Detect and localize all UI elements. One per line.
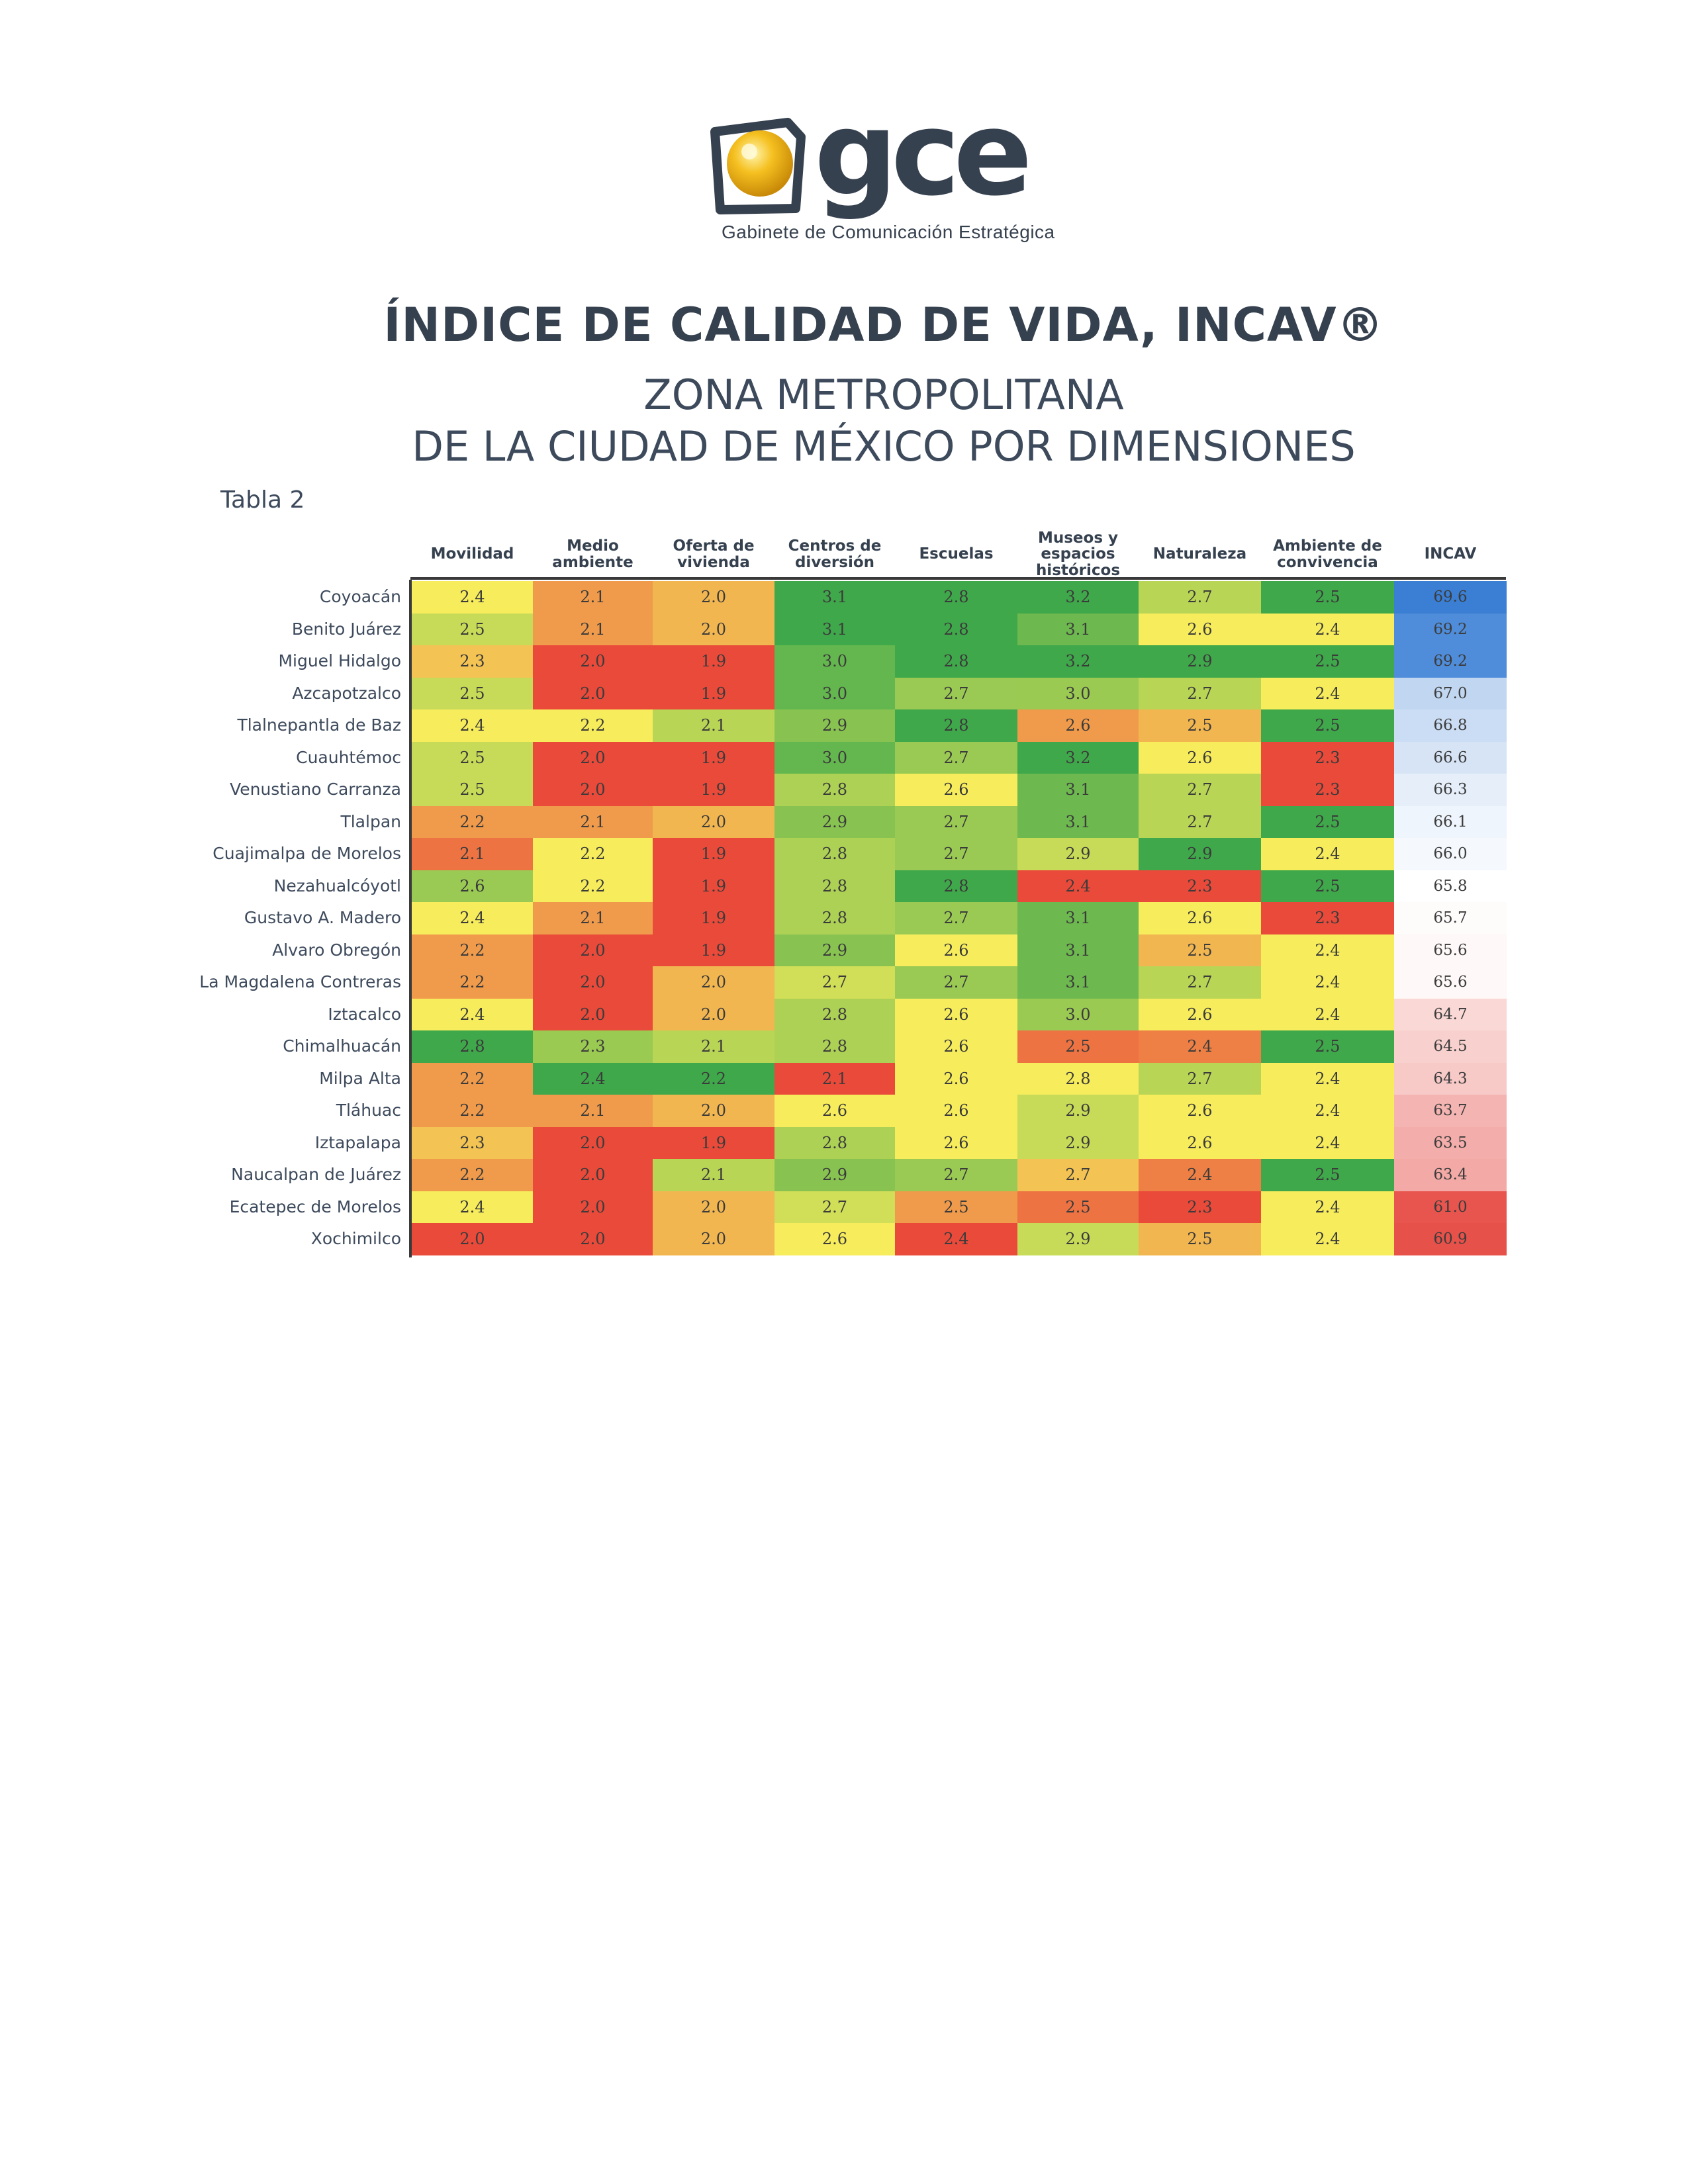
table-cell: 2.1 [533,1095,653,1127]
table-cell: 2.6 [895,1063,1017,1095]
row-label: Azcapotzalco [292,683,401,703]
table-cell: 3.0 [1017,678,1139,710]
table-cell: 2.7 [895,742,1017,774]
table-cell: 2.8 [895,709,1017,742]
table-cell: 2.6 [1017,709,1139,742]
table-cell: 2.5 [1017,1191,1139,1224]
table-cell: 2.0 [533,1159,653,1191]
table-cell: 2.4 [1261,1095,1394,1127]
table-cell: 2.1 [653,1159,774,1191]
table-cell: 2.6 [1139,999,1261,1031]
table-cell: 3.0 [774,645,895,678]
table-cell: 1.9 [653,774,774,806]
table-cell: 3.1 [1017,966,1139,999]
table-cell: 2.0 [533,1223,653,1255]
page-subtitle-line2: DE LA CIUDAD DE MÉXICO POR DIMENSIONES [412,422,1356,471]
table-cell: 2.4 [1261,678,1394,710]
table-cell: 2.7 [1139,678,1261,710]
table-cell: 2.5 [1261,1030,1394,1063]
table-cell: 2.0 [653,1223,774,1255]
table-cell: 2.3 [412,1127,533,1160]
table-cell: 2.0 [533,678,653,710]
table-cell: 2.7 [774,1191,895,1224]
table-cell: 2.8 [774,774,895,806]
table-cell: 2.2 [412,1063,533,1095]
table-cell: 2.0 [533,934,653,967]
table-cell: 2.7 [774,966,895,999]
table-cell: 2.2 [412,934,533,967]
incav-cell: 65.6 [1394,934,1507,967]
table-cell: 2.9 [1017,1127,1139,1160]
table-cell: 2.2 [412,1095,533,1127]
table-cell: 2.3 [1261,742,1394,774]
table-cell: 2.0 [653,1095,774,1127]
table-cell: 2.1 [774,1063,895,1095]
table-cell: 2.6 [1139,1127,1261,1160]
row-label: Tláhuac [336,1101,401,1120]
table-cell: 2.0 [533,966,653,999]
table-cell: 2.5 [1139,1223,1261,1255]
gce-tagline: Gabinete de Comunicación Estratégica [722,222,1055,242]
table-cell: 3.0 [774,678,895,710]
table-cell: 2.5 [1261,645,1394,678]
table-cell: 2.5 [1261,1159,1394,1191]
table-cell: 2.1 [653,709,774,742]
gce-wordmark: gce [814,86,1026,222]
table-cell: 2.8 [895,581,1017,614]
table-cell: 1.9 [653,934,774,967]
row-label: Venustiano Carranza [230,780,401,799]
table-cell: 2.4 [1139,1159,1261,1191]
incav-cell: 69.6 [1394,581,1507,614]
row-label: Gustavo A. Madero [244,908,401,927]
incav-cell: 60.9 [1394,1223,1507,1255]
incav-cell: 67.0 [1394,678,1507,710]
table-cell: 2.6 [1139,742,1261,774]
incav-cell: 66.1 [1394,806,1507,839]
table-cell: 2.4 [1261,934,1394,967]
table-cell: 2.6 [895,774,1017,806]
table-cell: 2.0 [533,645,653,678]
row-label: Benito Juárez [291,619,401,639]
table-cell: 2.5 [412,614,533,646]
table-cell: 1.9 [653,838,774,870]
table-cell: 2.0 [653,581,774,614]
table-cell: 2.4 [412,581,533,614]
incav-cell: 66.6 [1394,742,1507,774]
table-cell: 2.8 [774,1127,895,1160]
incav-cell: 61.0 [1394,1191,1507,1224]
table-cell: 2.8 [412,1030,533,1063]
table-cell: 1.9 [653,902,774,934]
table-cell: 2.4 [1261,1223,1394,1255]
column-header: Medio ambiente [552,537,633,571]
table-cell: 1.9 [653,870,774,903]
column-header: Oferta de vivienda [673,537,755,571]
table-cell: 2.8 [895,645,1017,678]
table-cell: 2.5 [1017,1030,1139,1063]
row-label: Ecatepec de Morelos [229,1197,401,1216]
table-cell: 2.3 [1261,774,1394,806]
table-cell: 2.2 [412,1159,533,1191]
table-cell: 1.9 [653,678,774,710]
table-cell: 2.0 [533,999,653,1031]
table-cell: 2.0 [653,999,774,1031]
table-cell: 2.9 [1017,838,1139,870]
column-header: Movilidad [430,545,514,563]
table-cell: 2.8 [895,870,1017,903]
table-cell: 2.0 [533,774,653,806]
table-cell: 2.6 [1139,614,1261,646]
table-cell: 3.0 [774,742,895,774]
table-cell: 3.1 [774,614,895,646]
table-cell: 3.2 [1017,581,1139,614]
row-label: Cuajimalpa de Morelos [212,844,401,863]
table-cell: 2.0 [653,966,774,999]
incav-cell: 65.8 [1394,870,1507,903]
table-cell: 3.1 [1017,806,1139,839]
table-cell: 2.8 [774,1030,895,1063]
row-label: Iztapalapa [314,1132,401,1152]
table-cell: 2.5 [1139,709,1261,742]
table-cell: 2.2 [533,838,653,870]
table-cell: 2.4 [1017,870,1139,903]
table-cell: 2.0 [653,806,774,839]
table-cell: 2.6 [895,1095,1017,1127]
row-label: Tlalnepantla de Baz [237,715,401,735]
table-cell: 2.1 [533,614,653,646]
row-label: Naucalpan de Juárez [231,1165,401,1184]
incav-cell: 66.8 [1394,709,1507,742]
table-cell: 2.5 [1261,870,1394,903]
table-cell: 2.0 [533,1127,653,1160]
incav-cell: 66.3 [1394,774,1507,806]
gce-logo [708,86,1066,251]
table-cell: 2.3 [1139,1191,1261,1224]
table-cell: 2.6 [895,999,1017,1031]
row-label: Milpa Alta [319,1068,401,1088]
table-cell: 2.4 [895,1223,1017,1255]
incav-cell: 63.4 [1394,1159,1507,1191]
table-cell: 2.6 [774,1223,895,1255]
table-cell: 2.7 [895,902,1017,934]
table-cell: 2.9 [774,709,895,742]
table-cell: 2.1 [412,838,533,870]
incav-cell: 69.2 [1394,645,1507,678]
table-cell: 2.7 [1017,1159,1139,1191]
row-label: Nezahualcóyotl [273,876,401,895]
table-cell: 2.6 [1139,902,1261,934]
table-cell: 2.4 [1261,1127,1394,1160]
table-cell: 2.4 [1261,1063,1394,1095]
table-cell: 3.1 [1017,934,1139,967]
table-cell: 2.6 [1139,1095,1261,1127]
table-cell: 2.7 [895,966,1017,999]
table-cell: 2.7 [895,1159,1017,1191]
table-cell: 2.6 [412,870,533,903]
table-cell: 2.7 [895,678,1017,710]
table-cell: 2.8 [1017,1063,1139,1095]
table-cell: 3.1 [1017,774,1139,806]
table-cell: 3.0 [1017,999,1139,1031]
table-cell: 2.8 [774,838,895,870]
table-cell: 2.4 [1261,614,1394,646]
table-cell: 2.4 [412,999,533,1031]
page-subtitle-line1: ZONA METROPOLITANA [643,371,1124,419]
incav-cell: 64.5 [1394,1030,1507,1063]
table-cell: 2.2 [533,709,653,742]
table-cell: 2.8 [774,999,895,1031]
table-cell: 2.4 [412,709,533,742]
column-header: INCAV [1424,545,1477,563]
incav-cell: 69.2 [1394,614,1507,646]
table-cell: 2.0 [533,1191,653,1224]
column-header: Ambiente de convivencia [1273,537,1382,571]
gce-logo-mark-icon [708,117,808,216]
table-cell: 2.1 [533,902,653,934]
page-title: ÍNDICE DE CALIDAD DE VIDA, INCAV® [383,298,1384,352]
table-cell: 2.8 [774,870,895,903]
table-cell: 2.5 [412,774,533,806]
table-cell: 2.4 [1261,999,1394,1031]
row-label: Miguel Hidalgo [278,651,401,670]
table-cell: 1.9 [653,742,774,774]
table-cell: 2.0 [412,1223,533,1255]
table-cell: 2.9 [1139,838,1261,870]
table-cell: 2.9 [1017,1223,1139,1255]
table-cell: 2.2 [412,806,533,839]
incav-cell: 63.7 [1394,1095,1507,1127]
table-cell: 2.2 [533,870,653,903]
table-cell: 1.9 [653,1127,774,1160]
row-label: Xochimilco [310,1229,401,1248]
table-cell: 2.3 [533,1030,653,1063]
table-cell: 3.1 [1017,614,1139,646]
table-cell: 2.5 [1261,806,1394,839]
table-cell: 2.5 [1261,581,1394,614]
table-cell: 2.5 [1261,709,1394,742]
table-cell: 2.5 [895,1191,1017,1224]
table-cell: 2.1 [533,806,653,839]
table-cell: 2.7 [895,806,1017,839]
table-cell: 2.0 [533,742,653,774]
table-cell: 2.4 [1139,1030,1261,1063]
incav-cell: 64.7 [1394,999,1507,1031]
table-cell: 2.6 [895,934,1017,967]
table-cell: 2.8 [895,614,1017,646]
table-cell: 2.4 [412,902,533,934]
table-cell: 2.9 [774,806,895,839]
table-cell: 2.4 [533,1063,653,1095]
incav-cell: 65.6 [1394,966,1507,999]
column-header: Centros de diversión [788,537,882,571]
table-cell: 2.6 [895,1030,1017,1063]
table-cell: 3.1 [774,581,895,614]
table-cell: 2.4 [412,1191,533,1224]
table-cell: 2.9 [1139,645,1261,678]
table-cell: 2.4 [1261,1191,1394,1224]
table-cell: 2.5 [1139,934,1261,967]
table-cell: 2.2 [653,1063,774,1095]
table-cell: 2.0 [653,1191,774,1224]
incav-cell: 66.0 [1394,838,1507,870]
table-cell: 2.7 [1139,581,1261,614]
table-cell: 2.9 [774,1159,895,1191]
table-cell: 2.1 [653,1030,774,1063]
table-cell: 1.9 [653,645,774,678]
table-cell: 2.3 [1139,870,1261,903]
column-header: Museos y espacios históricos [1035,529,1121,579]
table-cell: 2.4 [1261,966,1394,999]
table-cell: 2.0 [653,614,774,646]
table-cell: 2.2 [412,966,533,999]
row-label: Coyoacán [319,587,401,606]
table-cell: 3.2 [1017,742,1139,774]
table-cell: 3.2 [1017,645,1139,678]
table-cell: 2.7 [1139,966,1261,999]
table-cell: 2.8 [774,902,895,934]
column-header: Escuelas [919,545,994,563]
row-label: Alvaro Obregón [272,940,401,960]
incav-cell: 63.5 [1394,1127,1507,1160]
table-cell: 2.7 [895,838,1017,870]
incav-cell: 65.7 [1394,902,1507,934]
row-label: Cuauhtémoc [296,747,401,767]
table-label: Tabla 2 [220,486,305,514]
table-cell: 3.1 [1017,902,1139,934]
column-header: Naturaleza [1152,545,1247,563]
row-label: Iztacalco [328,1004,401,1024]
table-cell: 2.7 [1139,774,1261,806]
table-cell: 2.4 [1261,838,1394,870]
table-cell: 2.7 [1139,1063,1261,1095]
table-cell: 2.9 [1017,1095,1139,1127]
row-label: La Magdalena Contreras [199,972,401,991]
row-label: Tlalpan [340,811,401,831]
table-cell: 2.7 [1139,806,1261,839]
table-cell: 2.9 [774,934,895,967]
row-label: Chimalhuacán [283,1036,401,1056]
table-cell: 2.3 [412,645,533,678]
table-cell: 2.5 [412,678,533,710]
table-cell: 2.1 [533,581,653,614]
table-cell: 2.6 [895,1127,1017,1160]
table-cell: 2.3 [1261,902,1394,934]
table-cell: 2.5 [412,742,533,774]
table-cell: 2.6 [774,1095,895,1127]
incav-cell: 64.3 [1394,1063,1507,1095]
